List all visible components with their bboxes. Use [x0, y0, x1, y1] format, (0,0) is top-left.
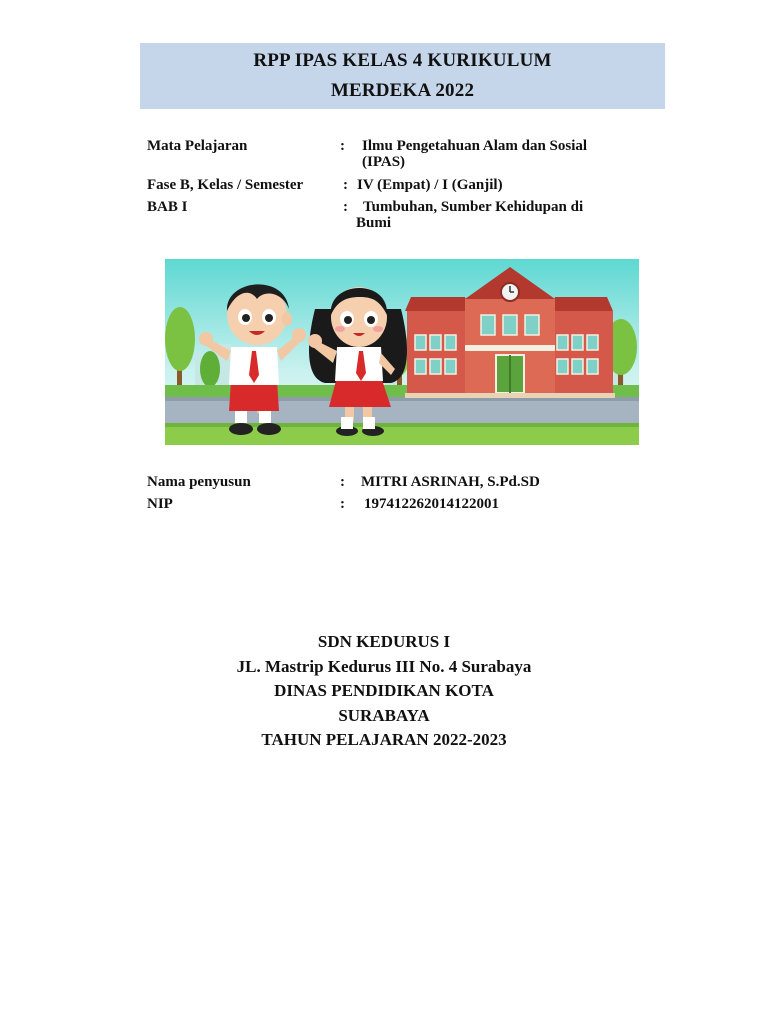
title-line-2: MERDEKA 2022	[330, 80, 475, 101]
phase-value: IV (Empat) / I (Ganjil)	[357, 177, 503, 193]
city-name: SURABAYA	[338, 705, 430, 725]
subject-colon: :	[340, 138, 345, 154]
school-kids-illustration	[165, 259, 639, 445]
chapter-value: Tumbuhan, Sumber Kehidupan di	[363, 199, 584, 215]
chapter-colon: :	[343, 199, 348, 215]
academic-year: TAHUN PELAJARAN 2022-2023	[261, 730, 507, 749]
subject-value: Ilmu Pengetahuan Alam dan Sosial	[362, 138, 588, 154]
education-office: DINAS PENDIDIKAN KOTA	[274, 681, 494, 700]
chapter-value-cont: Bumi	[356, 215, 392, 231]
author-name-value: MITRI ASRINAH, S.Pd.SD	[361, 474, 540, 490]
phase-colon: :	[343, 177, 348, 193]
subject-label: Mata Pelajaran	[147, 138, 248, 154]
subject-value-cont: (IPAS)	[362, 154, 406, 170]
document-title	[140, 43, 665, 109]
school-address: JL. Mastrip Kedurus III No. 4 Surabaya	[236, 656, 532, 676]
nip-colon: :	[340, 496, 345, 512]
author-name-colon: :	[340, 474, 345, 490]
nip-label: NIP	[147, 496, 173, 512]
author-name-label: Nama penyusun	[147, 474, 251, 490]
school-name: SDN KEDURUS I	[317, 632, 451, 651]
school-footer	[0, 630, 768, 753]
title-line-1: RPP IPAS KELAS 4 KURIKULUM	[253, 50, 552, 71]
chapter-label: BAB I	[147, 199, 188, 215]
nip-value: 197412262014122001	[364, 496, 499, 512]
phase-label: Fase B, Kelas / Semester	[147, 177, 304, 193]
